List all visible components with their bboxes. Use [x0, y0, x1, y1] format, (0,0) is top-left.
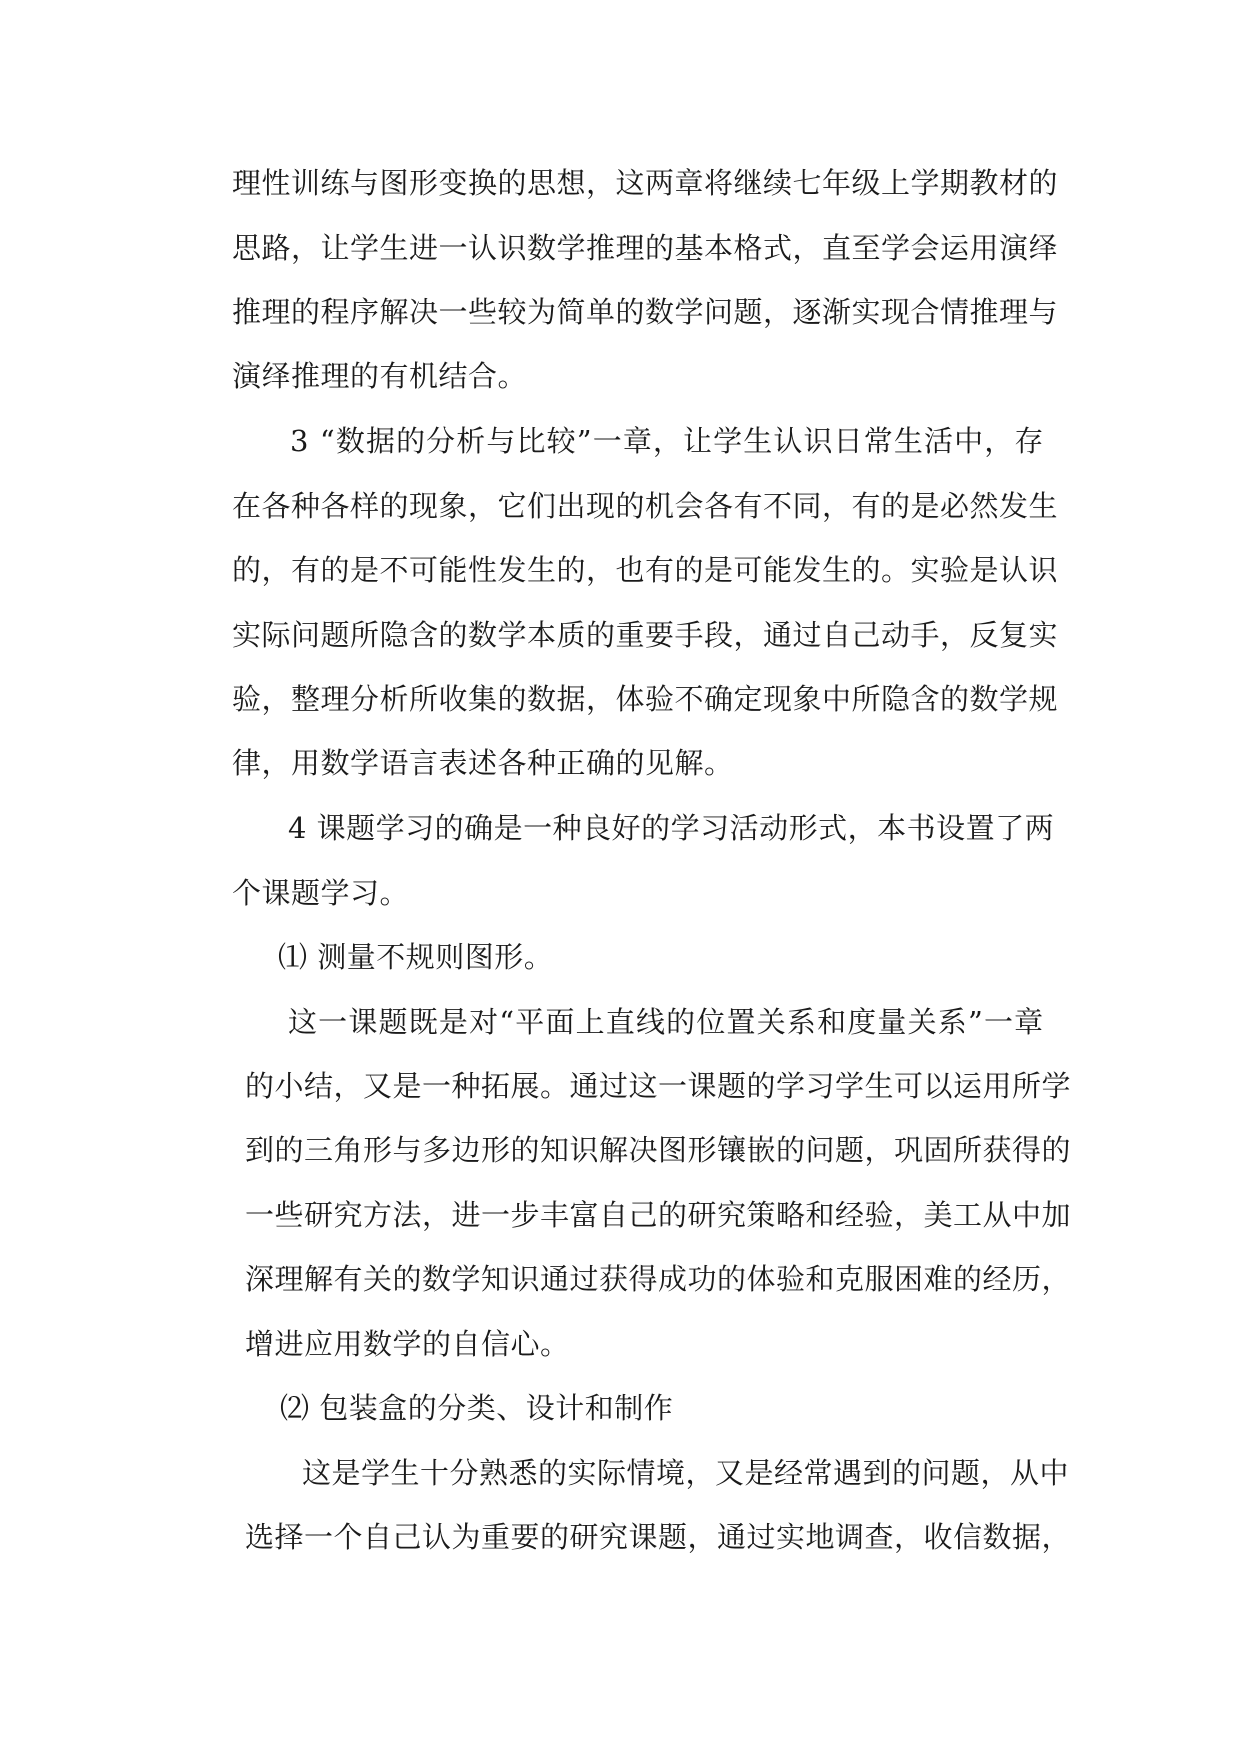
text-line: 在各种各样的现象，它们出现的机会各有不同，有的是必然发生: [232, 489, 1059, 523]
text-line: 律，用数学语言表述各种正确的见解。: [232, 746, 734, 780]
text-line: 3 “数据的分析与比较”一章，让学生认识日常生活中，存: [290, 424, 1045, 458]
text-line: 思路，让学生进一认识数学推理的基本格式，直至学会运用演绎: [232, 231, 1059, 265]
text-line: ⑵ 包装盒的分类、设计和制作: [280, 1391, 674, 1425]
text-line: 理性训练与图形变换的思想，这两章将继续七年级上学期教材的: [232, 166, 1059, 200]
text-line: ⑴ 测量不规则图形。: [278, 940, 554, 974]
text-line: 演绎推理的有机结合。: [232, 359, 528, 393]
text-line: 4 课题学习的确是一种良好的学习活动形式，本书设置了两: [288, 811, 1055, 845]
text-line: 实际问题所隐含的数学本质的重要手段，通过自己动手，反复实: [232, 618, 1059, 652]
text-line: 这是学生十分熟悉的实际情境，又是经常遇到的问题，从中: [302, 1456, 1070, 1490]
text-line: 增进应用数学的自信心。: [245, 1327, 570, 1361]
text-line: 选择一个自己认为重要的研究课题，通过实地调查，收信数据，: [245, 1520, 1072, 1554]
text-line: 深理解有关的数学知识通过获得成功的体验和克服困难的经历，: [245, 1262, 1072, 1296]
text-line: 验，整理分析所收集的数据，体验不确定现象中所隐含的数学规: [232, 682, 1059, 716]
text-line: 个课题学习。: [232, 876, 410, 910]
text-line: 这一课题既是对“平面上直线的位置关系和度量关系”一章: [288, 1005, 1045, 1039]
text-line: 的，有的是不可能性发生的，也有的是可能发生的。实验是认识: [232, 553, 1059, 587]
text-line: 一些研究方法，进一步丰富自己的研究策略和经验，美工从中加: [245, 1198, 1072, 1232]
text-line: 到的三角形与多边形的知识解决图形镶嵌的问题，巩固所获得的: [245, 1133, 1072, 1167]
text-line: 的小结，又是一种拓展。通过这一课题的学习学生可以运用所学: [245, 1069, 1072, 1103]
text-line: 推理的程序解决一些较为简单的数学问题，逐渐实现合情推理与: [232, 295, 1059, 329]
